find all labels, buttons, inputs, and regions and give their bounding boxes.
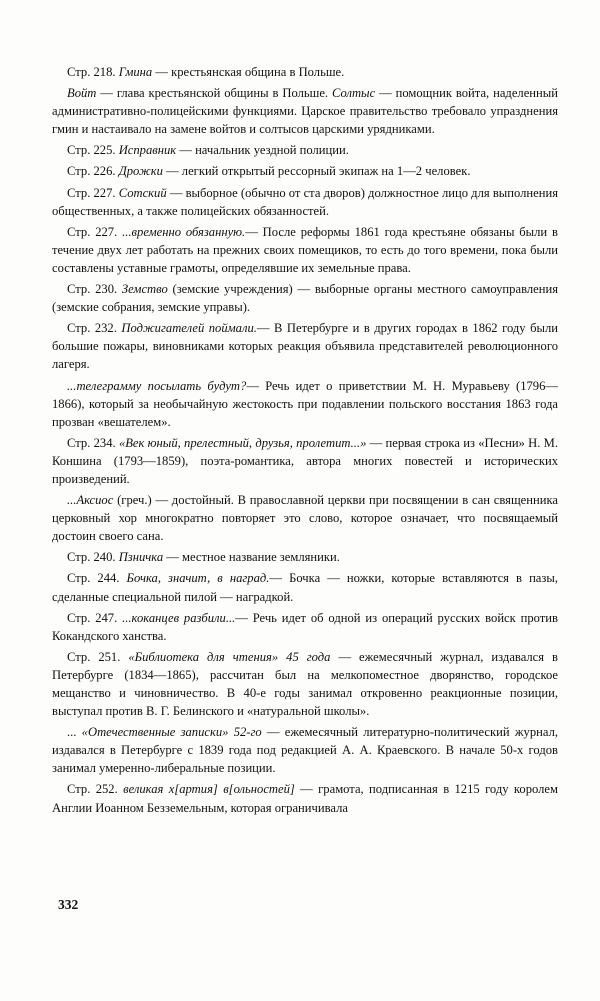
page-number: 332	[58, 897, 79, 912]
note-text: (греч.) — достойный. В православной церкви при посвящении в сан священника церковный хор многократно повторяет это слово, которое означает, что посвящаемый достоин своего сана.	[52, 493, 558, 544]
term: Войт	[67, 86, 97, 101]
term: «Век юный, прелестный, друзья, пролетит...»	[118, 435, 367, 450]
note-text: — ежемесячный журнал, издавался в Петербурге (1834—1865), рассчитан был на мелкопоместное дворянство, городское мещанство и чиновничество. В 40-е годы занимал откровенно реакционные позиции, выступал против В. Г. Белинского и «натуральной школы».	[52, 649, 558, 719]
note-text: ...	[67, 725, 82, 740]
note-entry	[52, 569, 558, 605]
note-text: Стр. 244.	[67, 571, 127, 586]
notes-text	[52, 63, 558, 820]
term: Сотский	[118, 185, 167, 200]
note-text: — Речь идет об одной из операций русских войск против Кокандского ханства.	[52, 610, 558, 643]
note-text: — помощник войта, наделенный административно-полицейскими функциями. Царское правительство требовало упразднения гмин и настаивало на замене войтов и солтысов царскими урядниками.	[52, 86, 558, 137]
term: «Библиотека для чтения» 45 года	[128, 649, 331, 664]
note-text: Стр. 227.	[67, 224, 123, 239]
note-text: — выборное (обычно от ста дворов) должностное лицо для выполнения общественных, а также полицейских обязанностей.	[52, 185, 558, 218]
note-entry	[52, 84, 558, 138]
note-entry	[52, 319, 558, 373]
note-text: — легкий открытый рессорный экипаж на 1—2 человек.	[162, 164, 471, 179]
note-text: Стр. 218.	[67, 65, 119, 79]
note-entry	[52, 377, 558, 431]
note-text: Стр. 252.	[67, 782, 124, 797]
term: Гмина	[118, 65, 153, 79]
note-entry	[52, 184, 558, 220]
term: «Отечественные записки» 52-го	[81, 725, 262, 740]
note-text: — Речь идет о приветствии М. Н. Муравьеву (1796—1866), который за необычайную жестокость при подавлении польского восстания 1863 года прозван «вешателем».	[52, 378, 558, 429]
note-text: — первая строка из «Песни» Н. М. Коншина (1793—1859), поэта-романтика, автора многих повестей и исторических произведений.	[52, 435, 558, 486]
term: ...Аксиос	[67, 493, 114, 508]
note-entry	[52, 491, 558, 545]
note-text: — грамота, подписанная в 1215 году королем Англии Иоанном Безземельным, которая ограничивала	[52, 782, 558, 815]
note-text: — В Петербурге и в других городах в 1862 году были большие пожары, виновниками которых реакция объявила представителей революционного лагеря.	[52, 321, 558, 372]
note-entry	[52, 223, 558, 277]
note-text: Стр. 232.	[67, 321, 122, 336]
term: Поджигателей поймали.	[121, 321, 257, 336]
term: Солтыс	[331, 86, 376, 101]
note-entry	[52, 780, 558, 816]
note-entry	[52, 63, 558, 81]
note-text: — крестьянская община в Польше.	[152, 65, 345, 79]
term: великая х[артия] в[ольностей]	[123, 782, 295, 797]
note-text: (земские учреждения) — выборные органы местного самоуправления (земские собрания, земские управы).	[52, 282, 558, 315]
note-text: — Бочка — ножки, которые вставляются в пазы, сделанные специальной пилой — наградкой.	[52, 571, 558, 604]
term: Исправник	[118, 143, 177, 158]
note-text: Стр. 234.	[67, 435, 119, 450]
note-text: — глава крестьянской общины в Польше.	[96, 86, 332, 101]
term: ...телеграмму посылать будут?	[67, 378, 247, 393]
note-entry	[52, 723, 558, 777]
note-text: Стр. 226.	[67, 164, 119, 179]
note-text: — местное название земляники.	[163, 550, 340, 565]
note-entry	[52, 141, 558, 159]
note-entry	[52, 162, 558, 180]
note-entry	[52, 548, 558, 566]
note-text: Стр. 251.	[67, 649, 129, 664]
note-text: Стр. 225.	[67, 143, 119, 158]
note-text: Стр. 247.	[67, 610, 123, 625]
term: ...коканцев разбили...	[122, 610, 236, 625]
note-text: — начальник уездной полиции.	[176, 143, 349, 158]
note-text: Стр. 240.	[67, 550, 119, 565]
note-text: — ежемесячный литературно-политический журнал, издавался в Петербурге с 1839 года под редакцией А. А. Краевского. В начале 50-х годов занимал умеренно-либеральные позиции.	[52, 725, 558, 776]
term: Пзничка	[118, 550, 164, 565]
note-text: Стр. 227.	[67, 185, 119, 200]
term: ...временно обязанную.	[122, 224, 246, 239]
term: Дрожки	[118, 164, 163, 179]
term: Бочка, значит, в наград.	[126, 571, 270, 586]
note-entry	[52, 609, 558, 645]
note-text: Стр. 230.	[67, 282, 122, 297]
note-entry	[52, 648, 558, 720]
note-entry	[52, 434, 558, 488]
term: Земство	[121, 282, 168, 297]
note-text: — После реформы 1861 года крестьяне обязаны были в течение двух лет работать на прежних своих помещиков, то есть до того времени, пока были составлены уставные грамоты, определявшие их земельные права.	[52, 224, 558, 275]
note-entry	[52, 280, 558, 316]
